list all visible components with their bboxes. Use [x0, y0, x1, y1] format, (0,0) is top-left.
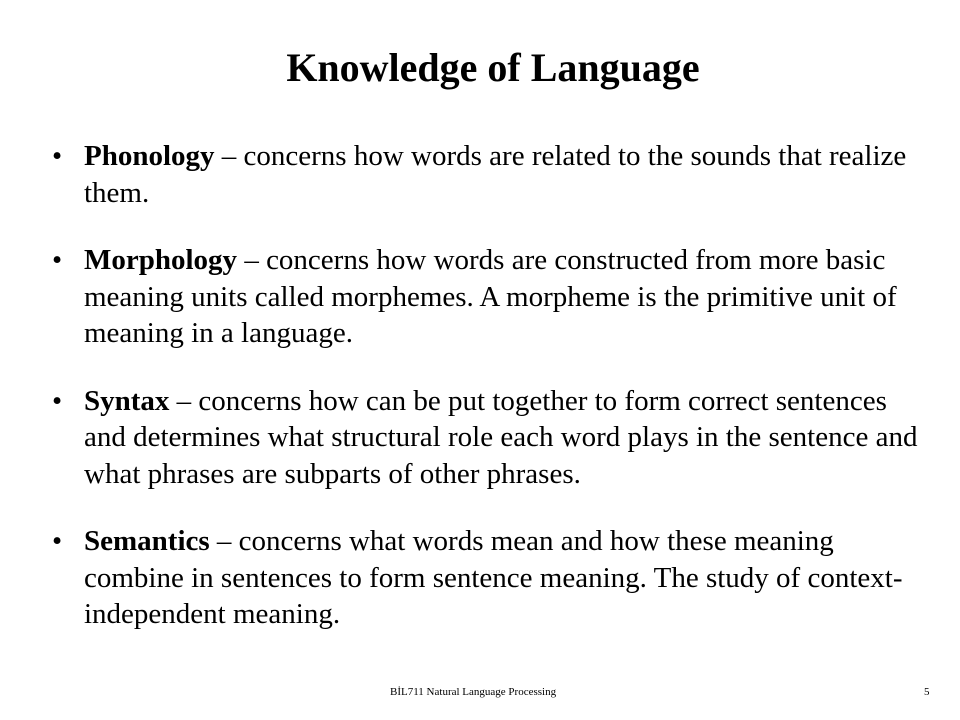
bullet-marker: •	[52, 525, 63, 557]
bullet-list	[52, 138, 932, 664]
bullet-term: Morphology	[84, 244, 238, 276]
bullet-marker: •	[52, 244, 63, 276]
bullet-phonology	[52, 138, 932, 211]
bullet-term: Semantics	[84, 525, 210, 557]
bullet-term: Syntax	[84, 384, 170, 417]
bullet-description: – concerns how words are constructed from more basic meaning units called morphemes. A morpheme is the primitive unit of meaning in a language.	[84, 244, 897, 349]
bullet-term: Phonology	[84, 140, 215, 172]
bullet-semantics	[52, 523, 932, 633]
bullet-marker: •	[52, 140, 63, 172]
bullet-syntax	[52, 383, 932, 493]
bullet-description: – concerns how words are related to the sounds that realize them.	[84, 140, 907, 209]
bullet-morphology	[52, 242, 932, 352]
footer-course-title: BİL711 Natural Language Processing	[390, 686, 557, 698]
slide-title: Knowledge of Language	[286, 45, 700, 90]
bullet-description: – concerns how can be put together to form correct sentences and determines what structural role each word plays in the sentence and what phrases are subparts of other phrases.	[84, 384, 918, 490]
footer-page-number: 5	[924, 686, 930, 698]
bullet-description: – concerns what words mean and how these meaning combine in sentences to form sentence meaning. The study of context-independent meaning.	[84, 525, 903, 630]
bullet-marker: •	[52, 384, 63, 417]
